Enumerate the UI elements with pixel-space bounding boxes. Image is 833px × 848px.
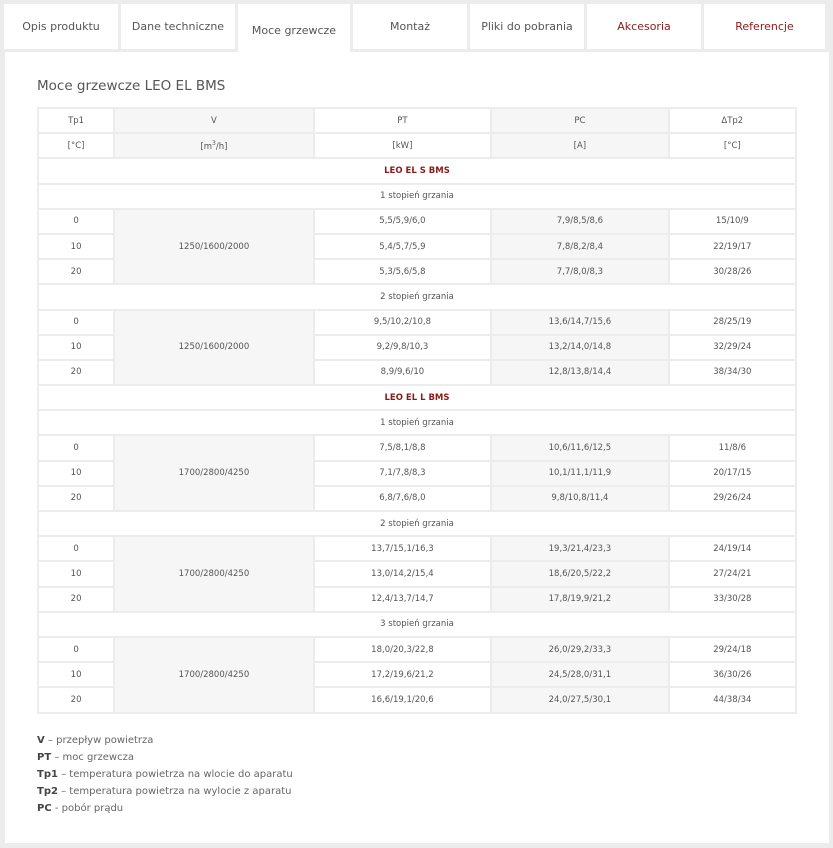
table-row <box>38 209 796 234</box>
cell-pt: 9,5/10,2/10,8 <box>314 310 491 335</box>
cell-pt: 7,1/7,8/8,3 <box>314 461 491 486</box>
legend-key: V <box>37 735 45 746</box>
cell-tp1: 0 <box>38 209 114 234</box>
legend-text: temperatura powietrza na wlocie do aparatu <box>69 769 293 780</box>
unit-pt: [kW] <box>314 133 491 158</box>
legend-separator: – <box>44 735 57 746</box>
legend-separator: – <box>51 752 63 763</box>
cell-dtp2: 29/24/18 <box>669 637 796 662</box>
cell-v: 1700/2800/4250 <box>114 536 314 612</box>
cell-v: 1700/2800/4250 <box>114 637 314 713</box>
cell-pc: 19,3/21,4/23,3 <box>491 536 668 561</box>
model-name: LEO EL L BMS <box>38 385 796 410</box>
cell-pt: 13,0/14,2/15,4 <box>314 561 491 586</box>
cell-pc: 7,7/8,0/8,3 <box>491 259 668 284</box>
tab-panel-moce-grzewcze <box>5 52 829 843</box>
legend-key: Tp2 <box>37 786 58 797</box>
model-row <box>38 385 796 410</box>
stage-row <box>38 410 796 435</box>
header-pt: PT <box>314 108 491 133</box>
units-row <box>38 133 796 158</box>
header-v: V <box>114 108 314 133</box>
cell-tp1: 0 <box>38 310 114 335</box>
legend-item <box>37 766 293 783</box>
unit-dtp2: [°C] <box>669 133 796 158</box>
cell-tp1: 0 <box>38 435 114 460</box>
cell-dtp2: 30/28/26 <box>669 259 796 284</box>
cell-pc: 13,6/14,7/15,6 <box>491 310 668 335</box>
legend-key: PT <box>37 752 52 763</box>
header-tp1: Tp1 <box>38 108 114 133</box>
cell-tp1: 10 <box>38 335 114 360</box>
header-pc: PC <box>491 108 668 133</box>
cell-tp1: 0 <box>38 536 114 561</box>
header-dtp2: ΔTp2 <box>669 108 796 133</box>
cell-pc: 7,9/8,5/8,6 <box>491 209 668 234</box>
stage-row <box>38 284 796 309</box>
cell-tp1: 20 <box>38 486 114 511</box>
legend-key: PC <box>37 803 52 814</box>
stage-label: 3 stopień grzania <box>38 612 796 637</box>
cell-pt: 6,8/7,6/8,0 <box>314 486 491 511</box>
cell-pt: 13,7/15,1/16,3 <box>314 536 491 561</box>
cell-pc: 10,1/11,1/11,9 <box>491 461 668 486</box>
section-title: Moce grzewcze LEO EL BMS <box>37 78 226 94</box>
cell-dtp2: 29/26/24 <box>669 486 796 511</box>
stage-label: 1 stopień grzania <box>38 410 796 435</box>
cell-pt: 5,4/5,7/5,9 <box>314 234 491 259</box>
legend-text: temperatura powietrza na wylocie z aparatu <box>69 786 292 797</box>
cell-tp1: 20 <box>38 687 114 712</box>
legend-item <box>37 783 293 800</box>
cell-tp1: 0 <box>38 637 114 662</box>
header-row <box>38 108 796 133</box>
cell-pt: 17,2/19,6/21,2 <box>314 662 491 687</box>
cell-pt: 18,0/20,3/22,8 <box>314 637 491 662</box>
cell-dtp2: 11/8/6 <box>669 435 796 460</box>
cell-v: 1250/1600/2000 <box>114 209 314 285</box>
cell-pt: 12,4/13,7/14,7 <box>314 587 491 612</box>
table-row <box>38 637 796 662</box>
cell-pt: 5,5/5,9/6,0 <box>314 209 491 234</box>
cell-tp1: 20 <box>38 587 114 612</box>
cell-pc: 26,0/29,2/33,3 <box>491 637 668 662</box>
stage-row <box>38 184 796 209</box>
legend-item <box>37 732 293 749</box>
cell-v: 1700/2800/4250 <box>114 435 314 511</box>
cell-pt: 7,5/8,1/8,8 <box>314 435 491 460</box>
cell-pt: 5,3/5,6/5,8 <box>314 259 491 284</box>
cell-dtp2: 20/17/15 <box>669 461 796 486</box>
cell-pc: 24,0/27,5/30,1 <box>491 687 668 712</box>
stage-label: 1 stopień grzania <box>38 184 796 209</box>
cell-pc: 9,8/10,8/11,4 <box>491 486 668 511</box>
tab-dane-techniczne[interactable]: Dane techniczne <box>121 4 235 49</box>
cell-pc: 18,6/20,5/22,2 <box>491 561 668 586</box>
model-row <box>38 158 796 183</box>
cell-tp1: 20 <box>38 360 114 385</box>
unit-pc: [A] <box>491 133 668 158</box>
cell-pc: 24,5/28,0/31,1 <box>491 662 668 687</box>
cell-pc: 17,8/19,9/21,2 <box>491 587 668 612</box>
cell-tp1: 10 <box>38 461 114 486</box>
cell-dtp2: 44/38/34 <box>669 687 796 712</box>
tab-akcesoria[interactable]: Akcesoria <box>587 4 701 49</box>
cell-tp1: 10 <box>38 561 114 586</box>
cell-v: 1250/1600/2000 <box>114 310 314 386</box>
cell-dtp2: 15/10/9 <box>669 209 796 234</box>
legend-separator: – <box>57 786 70 797</box>
heating-power-table <box>37 107 797 714</box>
cell-pt: 16,6/19,1/20,6 <box>314 687 491 712</box>
cell-dtp2: 32/29/24 <box>669 335 796 360</box>
cell-pt: 9,2/9,8/10,3 <box>314 335 491 360</box>
tab-referencje[interactable]: Referencje <box>704 4 825 49</box>
cell-dtp2: 38/34/30 <box>669 360 796 385</box>
model-name: LEO EL S BMS <box>38 158 796 183</box>
cell-tp1: 10 <box>38 662 114 687</box>
legend-text: przepływ powietrza <box>56 735 154 746</box>
cell-pc: 12,8/13,8/14,4 <box>491 360 668 385</box>
table-row <box>38 536 796 561</box>
cell-dtp2: 22/19/17 <box>669 234 796 259</box>
table-row <box>38 435 796 460</box>
stage-row <box>38 612 796 637</box>
cell-dtp2: 28/25/19 <box>669 310 796 335</box>
legend-separator: – <box>57 769 70 780</box>
tab-opis-produktu[interactable]: Opis produktu <box>4 4 118 49</box>
cell-pc: 13,2/14,0/14,8 <box>491 335 668 360</box>
legend-item <box>37 749 293 766</box>
cell-tp1: 10 <box>38 234 114 259</box>
cell-dtp2: 24/19/14 <box>669 536 796 561</box>
tab-bar <box>4 4 830 50</box>
legend-item <box>37 800 293 817</box>
cell-dtp2: 27/24/21 <box>669 561 796 586</box>
stage-label: 2 stopień grzania <box>38 511 796 536</box>
legend-text: moc grzewcza <box>62 752 134 763</box>
cell-pt: 8,9/9,6/10 <box>314 360 491 385</box>
cell-dtp2: 33/30/28 <box>669 587 796 612</box>
table-row <box>38 310 796 335</box>
unit-tp1: [°C] <box>38 133 114 158</box>
legend-text: pobór prądu <box>61 803 124 814</box>
stage-row <box>38 511 796 536</box>
tab-moce-grzewcze[interactable]: Moce grzewcze <box>238 4 350 53</box>
legend <box>37 732 293 817</box>
legend-separator: - <box>51 803 62 814</box>
unit-v: $[m^3/h]$ <box>114 133 314 158</box>
cell-pc: 10,6/11,6/12,5 <box>491 435 668 460</box>
cell-tp1: 20 <box>38 259 114 284</box>
cell-dtp2: 36/30/26 <box>669 662 796 687</box>
cell-pc: 7,8/8,2/8,4 <box>491 234 668 259</box>
legend-key: Tp1 <box>37 769 58 780</box>
stage-label: 2 stopień grzania <box>38 284 796 309</box>
tab-pliki-do-pobrania[interactable]: Pliki do pobrania <box>470 4 584 49</box>
tab-montaż[interactable]: Montaż <box>353 4 467 49</box>
